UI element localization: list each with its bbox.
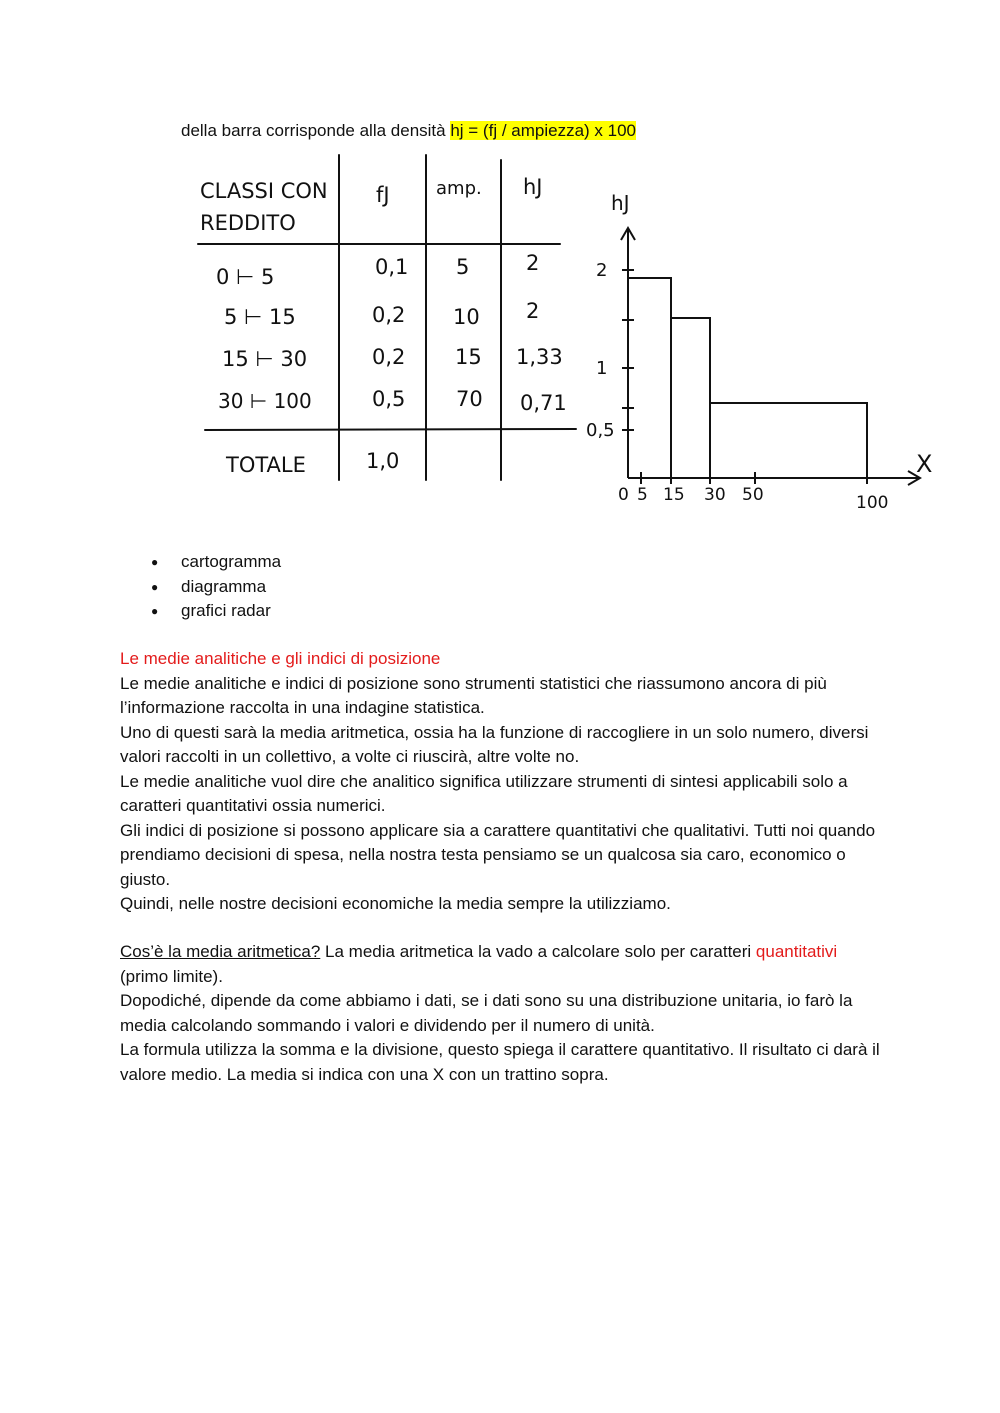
x-tick-label: 0 bbox=[618, 485, 629, 505]
intro-line bbox=[181, 120, 636, 142]
row-hj: 1,33 bbox=[516, 345, 563, 369]
total-fj: 1,0 bbox=[366, 449, 400, 473]
list-item: ● diagramma bbox=[120, 575, 281, 600]
list-item: ● cartogramma bbox=[120, 550, 281, 575]
header-hj: hJ bbox=[523, 175, 543, 199]
row-classe: 15 ⊢ 30 bbox=[222, 347, 308, 371]
x-tick-label: 15 bbox=[663, 485, 685, 505]
y-tick-label: 1 bbox=[596, 358, 608, 379]
row-hj: 2 bbox=[526, 251, 540, 275]
answer-text: La media aritmetica la vado a calcolare solo per caratteri bbox=[320, 942, 756, 961]
row-amp: 15 bbox=[455, 345, 482, 369]
row-fj: 0,5 bbox=[372, 387, 406, 411]
x-tick-label: 5 bbox=[637, 485, 648, 505]
paragraph: Le medie analitiche vuol dire che analitico significa utilizzare strumenti di sintesi applicabili solo a caratteri quantitativi ossia numerici. bbox=[120, 771, 848, 815]
header-fj: fJ bbox=[376, 183, 390, 207]
aritmetica-section bbox=[120, 940, 890, 1087]
answer-tail: (primo limite). bbox=[120, 966, 223, 986]
chart-types-list bbox=[120, 550, 281, 624]
row-classe: 30 ⊢ 100 bbox=[218, 389, 312, 413]
question-text: Cos’è la media aritmetica? bbox=[120, 942, 321, 961]
sketch-table bbox=[200, 175, 567, 477]
handwritten-figure bbox=[180, 150, 960, 520]
x-axis-label: X bbox=[916, 450, 933, 478]
header-classi: CLASSI CON bbox=[200, 179, 328, 203]
paragraph: Quindi, nelle nostre decisioni economiche la media sempre la utilizziamo. bbox=[120, 894, 671, 913]
paragraph: Gli indici di posizione si possono applicare sia a carattere quantitativi che qualitativi. Tutti noi quando prendiamo decisioni di spesa, nella nostra testa pensiamo se un qualcosa sia caro, economico o giusto. bbox=[120, 820, 876, 889]
row-classe: 5 ⊢ 15 bbox=[224, 305, 296, 329]
row-amp: 5 bbox=[456, 255, 470, 279]
x-tick-label: 30 bbox=[704, 485, 726, 505]
list-item: ● grafici radar bbox=[120, 599, 281, 624]
x-tick-label: 100 bbox=[856, 493, 889, 513]
section-heading: Le medie analitiche e gli indici di posizione bbox=[120, 649, 441, 668]
row-amp: 70 bbox=[456, 387, 483, 411]
x-tick-label: 50 bbox=[742, 485, 764, 505]
paragraph: Dopodiché, dipende da come abbiamo i dati, se i dati sono su una distribuzione unitaria, io farò la media calcolando sommando i valori e dividendo per il numero di unità. bbox=[120, 991, 853, 1035]
header-amp: amp. bbox=[436, 178, 482, 199]
row-hj: 0,71 bbox=[520, 391, 567, 415]
total-label: TOTALE bbox=[226, 453, 306, 477]
row-fj: 0,2 bbox=[372, 345, 406, 369]
histogram-bar bbox=[710, 403, 867, 478]
y-tick-label: 2 bbox=[596, 260, 608, 281]
paragraph: La formula utilizza la somma e la divisione, questo spiega il carattere quantitativo. Il risultato ci darà il valore medio. La media si indica con una X con un trattino sopra. bbox=[120, 1040, 880, 1084]
density-formula: hj = (fj / ampiezza) x 100 bbox=[450, 121, 636, 140]
histogram-bar bbox=[628, 278, 671, 478]
row-classe: 0 ⊢ 5 bbox=[216, 265, 275, 289]
intro-lead: della barra corrisponde alla densità bbox=[181, 121, 451, 140]
histogram-bar bbox=[671, 318, 710, 478]
row-fj: 0,1 bbox=[375, 255, 409, 279]
row-hj: 2 bbox=[526, 299, 540, 323]
row-amp: 10 bbox=[453, 305, 480, 329]
paragraph bbox=[120, 940, 890, 989]
y-axis-label: hJ bbox=[611, 191, 630, 215]
row-fj: 0,2 bbox=[372, 303, 406, 327]
medie-section bbox=[120, 647, 890, 917]
quantitativi-term: quantitativi bbox=[755, 942, 838, 961]
header-reddito: REDDITO bbox=[200, 211, 296, 235]
paragraph: Uno di questi sarà la media aritmetica, ossia ha la funzione di raccogliere in un solo numero, diversi valori raccolti in un collettivo, a volte ci riuscirà, altre volte no. bbox=[120, 722, 869, 766]
paragraph: Le medie analitiche e indici di posizione sono strumenti statistici che riassumono ancora di più l’informazione raccolta in una indagine statistica. bbox=[120, 673, 827, 717]
histogram-chart bbox=[586, 191, 932, 513]
y-tick-label: 0,5 bbox=[586, 420, 615, 441]
